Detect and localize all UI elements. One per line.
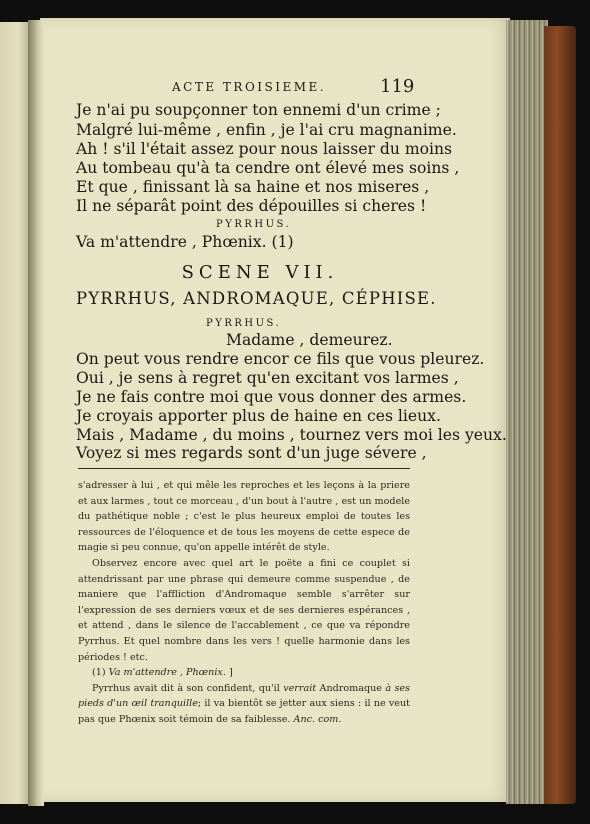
footnote-italic: verrait <box>283 682 317 694</box>
verse-line: Mais , Madame , du moins , tournez vers moi les yeux. <box>76 426 507 444</box>
footnote-text-part: Pyrrhus avait dit à son confident, qu'il <box>92 682 280 694</box>
verse-line: On peut vous rendre encor ce fils que vous pleurez. <box>76 350 485 368</box>
running-head <box>40 76 480 100</box>
footnote-text-part: ; il va bientôt se jetter aux siens : il ne veut pas que Phœnix soit témoin de sa faiblesse. <box>78 698 410 725</box>
footnote-marker: (1) <box>92 667 106 679</box>
page-number: 119 <box>380 76 415 97</box>
verse-line: Madame , demeurez. <box>226 331 393 349</box>
verse-line: Ah ! s'il l'était assez pour nous laisser du moins <box>76 140 453 158</box>
verse-line: Malgré lui-même , enfin , je l'ai cru magnanime. <box>76 121 457 139</box>
scene-characters: PYRRHUS, ANDROMAQUE, CÉPHISE. <box>76 289 437 308</box>
verse-line: Il ne séparât point des dépouilles si cheres ! <box>76 197 427 215</box>
scene-title: SCENE VII. <box>181 262 339 283</box>
footnote-italic: à ses pieds d'un œil tranquille <box>78 682 410 710</box>
footnote-text-part: Andromaque <box>319 682 382 694</box>
left-page-edge <box>0 22 30 804</box>
speaker-name: PYRRHUS. <box>206 318 282 329</box>
verse-line: Je ne fais contre moi que vous donner des armes. <box>76 388 467 406</box>
footnote-bracket: ] <box>228 667 233 679</box>
footnote-reference <box>78 665 410 681</box>
verse-line: Je croyais apporter plus de haine en ces lieux. <box>76 407 441 425</box>
book-cover-edge <box>544 26 576 804</box>
footnote-source: Anc. com. <box>293 713 342 725</box>
note-paragraph: Observez encore avec quel art le poëte a fini ce couplet si attendrissant par une phrase qui demeure comme suspendue , de maniere que l'affliction d'Andromaque semble s'arrêter sur l'expression de ses derniers vœux et de ses dernieres espérances , et attend , dans le silence de l'accablement , ce que va répondre Pyrrhus. Et quel nombre dans les vers ! quelle harmonie dans les périodes ! etc. <box>78 557 410 663</box>
verse-line: Va m'attendre , Phœnix. (1) <box>76 233 294 251</box>
speaker-name: PYRRHUS. <box>216 219 292 230</box>
commentary-note <box>78 478 410 728</box>
book-gutter <box>28 20 44 806</box>
note-paragraph: s'adresser à lui , et qui mêle les reproches et les leçons à la priere et aux larmes , tout ce morceau , d'un bout à l'autre , est un modele du pathétique noble ; c'est le plus heureux emploi de toutes les ressources de l'éloquence et de tous les moyens de cette espece de magie si peu connue, qu'on appelle intérêt de style. <box>78 480 410 554</box>
footnote-rule <box>78 468 410 469</box>
verse-line: Voyez si mes regards sont d'un juge sévere , <box>76 444 427 462</box>
verse-line: Au tombeau qu'à ta cendre ont élevé mes soins , <box>76 159 460 177</box>
footnote-text <box>78 681 410 728</box>
verse-line: Et que , finissant là sa haine et nos miseres , <box>76 178 430 196</box>
verse-line: Je n'ai pu soupçonner ton ennemi d'un crime ; <box>76 101 441 119</box>
running-head-title: ACTE TROISIEME. <box>172 80 327 94</box>
verse-line: Oui , je sens à regret qu'en excitant vos larmes , <box>76 369 459 387</box>
footnote-quote: Va m'attendre , Phœnix. <box>108 667 226 679</box>
page-edges <box>506 20 548 804</box>
